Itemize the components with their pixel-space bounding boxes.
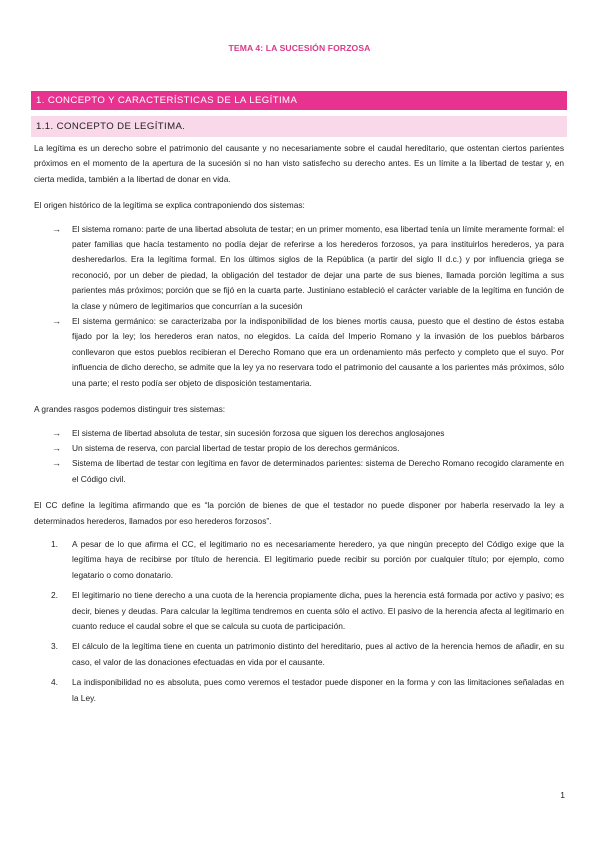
list-item (51, 675, 564, 706)
list-item-text: El sistema de libertad absoluta de testar, sin sucesión forzosa que siguen los derechos anglosajones (72, 427, 445, 438)
list-item (51, 537, 564, 583)
list-item (52, 456, 564, 487)
historical-systems-list (34, 222, 564, 391)
list-item (52, 426, 564, 441)
list-item-text: El cálculo de la legítima tiene en cuenta un patrimonio distinto del hereditario, pues al activo de la herencia hemos de añadir, en su caso, el valor de las donaciones efectuadas en vida por el causante. (72, 641, 564, 667)
list-item (52, 222, 564, 314)
page-number: 1 (560, 790, 565, 800)
arrow-right-icon: → (52, 223, 61, 234)
intro-paragraph: La legítima es un derecho sobre el patrimonio del causante y no necesariamente sobre el caudal hereditario, que ostentan ciertos parientes próximos en el momento de la apertura de la sucesión si no han visto satisfecho su derecho antes. Es un límite a la libertad de testar y, en cierta medida, también a la libertad de donar en vida. (34, 143, 564, 184)
arrow-right-icon: → (52, 442, 61, 453)
list-item (51, 588, 564, 634)
list-item (52, 314, 564, 391)
arrow-right-icon: → (52, 316, 61, 327)
document-body (34, 141, 564, 711)
list-item-text: A pesar de lo que afirma el CC, el legitimario no es necesariamente heredero, ya que ningún precepto del Código exige que la legítima haya de recibirse por título de herencia. El legitimario puede recibir su porción por cualquier título; por ejemplo, como legatario o como donatario. (72, 538, 564, 580)
three-systems-list (34, 426, 564, 488)
list-item (52, 441, 564, 456)
list-item-text: La indisponibilidad no es absoluta, pues como veremos el testador puede disponer en la forma y con las limitaciones señaladas en la Ley. (72, 677, 564, 703)
characteristics-list (34, 537, 564, 706)
arrow-right-icon: → (52, 458, 61, 469)
cc-definition-paragraph: El CC define la legítima afirmando que es “la porción de bienes de que el testador no puede disponer por haberla reservado la ley a determinados herederos, llamados por eso herederos forzosos”. (34, 500, 564, 526)
list-item-text: Sistema de libertad de testar con legítima en favor de determinados parientes: sistema de Derecho Romano recogido claramente en el Código civil. (72, 458, 564, 484)
arrow-right-icon: → (52, 427, 61, 438)
list-number: 2. (51, 590, 58, 601)
list-item-text: El sistema romano: parte de una libertad absoluta de testar; en un primer momento, esa libertad tenía un límite meramente formal: el pater familias que hacía testamento no podía dejar de referirse a los herederos forzosos, ya para instituirlos herederos, ya para desheredarlos. Era la legítima formal. En los últimos siglos de la República (a partir del siglo II d.c.) y por influencia griega se reconoció, por un deber de piedad, la obligación del testador de dejar una parte de sus bienes, llamada porción legítima a sus parientes más próximos; porción que se fijó en la cuarta parte. Justiniano estableció el carácter variable de la legítima en función de la clase y número de legitimarios que concurrían a la sucesión (72, 223, 564, 311)
subsection-heading: 1.1. CONCEPTO DE LEGÍTIMA. (31, 116, 567, 137)
origin-paragraph: El origen histórico de la legítima se explica contraponiendo dos sistemas: (34, 200, 305, 211)
list-number: 3. (51, 641, 58, 652)
list-item (51, 639, 564, 670)
page-title: TEMA 4: LA SUCESIÓN FORZOSA (228, 43, 371, 53)
list-item-text: Un sistema de reserva, con parcial libertad de testar propio de los derechos germánicos. (72, 442, 400, 453)
list-number: 1. (51, 538, 58, 549)
list-number: 4. (51, 677, 58, 688)
section-heading: 1. CONCEPTO Y CARACTERÍSTICAS DE LA LEGÍTIMA (31, 91, 567, 110)
list-item-text: El legitimario no tiene derecho a una cuota de la herencia propiamente dicha, pues la herencia está formada por activo y pasivo; es decir, bienes y deudas. Para calcular la legítima tendremos en cuenta sólo el activo. El pasivo de la herencia afecta al legitimario en cuanto reduce el caudal sobre el que se calcula su cuota de participación. (72, 590, 564, 631)
list-item-text: El sistema germánico: se caracterizaba por la indisponibilidad de los bienes mortis causa, puesto que el destino de éstos estaba fijado por la ley; los herederos eran natos, no elegidos. La caída del Imperio Romano y la invasión de los pueblos bárbaros conllevaron que estos pueblos recibieran el Derecho Romano que era un ordenamiento más perfecto y completo que el suyo. Por influencia de dicho derecho, se admite que la ley ya no reservara todo el patrimonio del causante a los parientes más próximos, sólo una parte; el resto podía ser objeto de disposición testamentaria. (72, 316, 564, 388)
three-systems-paragraph: A grandes rasgos podemos distinguir tres sistemas: (34, 404, 226, 415)
